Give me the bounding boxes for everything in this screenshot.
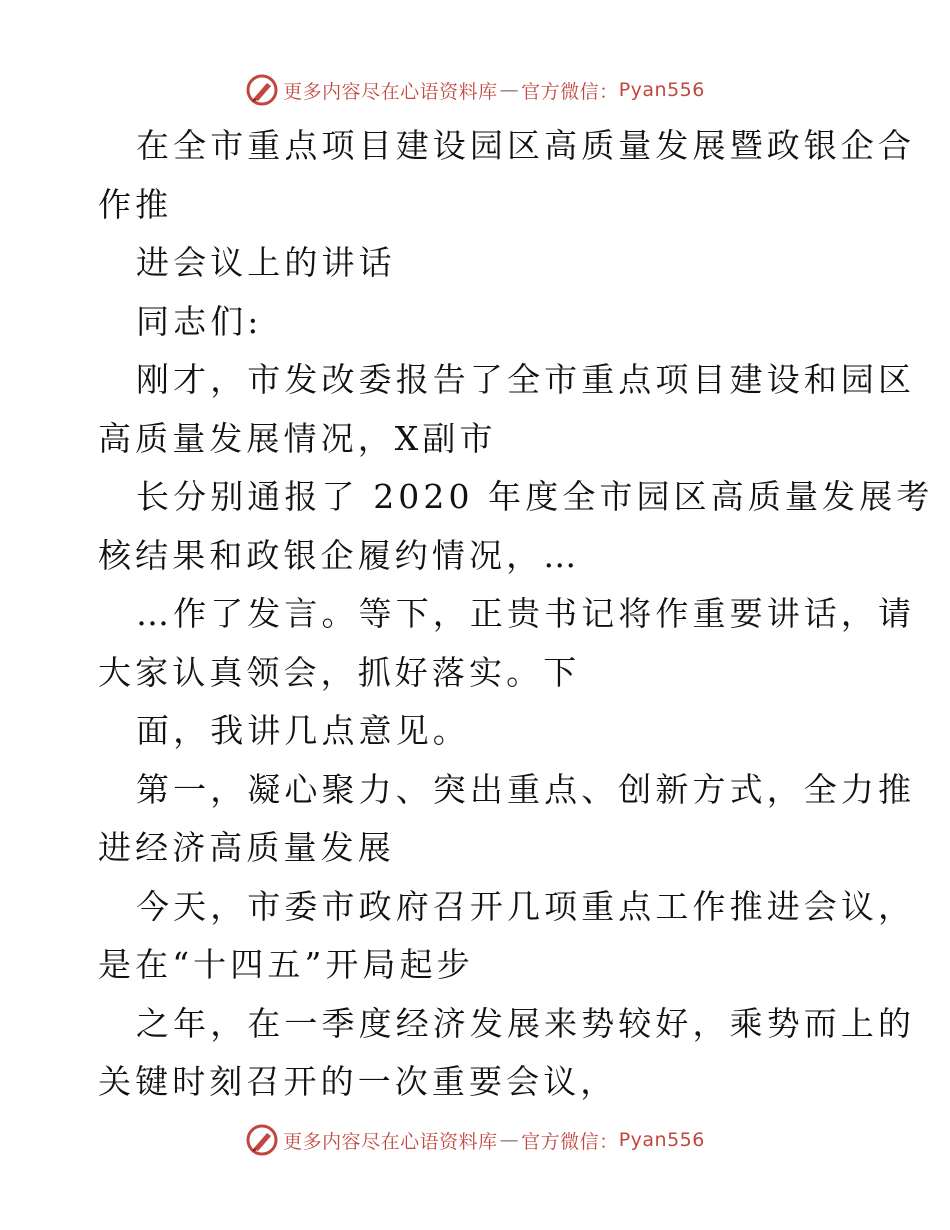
- watermark-wechat-id: Pyan556: [618, 1129, 705, 1151]
- pen-logo-icon: [245, 73, 279, 107]
- document-line: 作推: [98, 184, 173, 224]
- document-line: 进经济高质量发展: [98, 828, 395, 867]
- watermark-header: [0, 70, 950, 110]
- watermark-separator: —: [499, 1129, 520, 1151]
- document-line: 面，我讲几点意见。: [136, 711, 470, 750]
- watermark-separator: —: [499, 79, 520, 101]
- watermark-wechat-label: 官方微信：: [521, 80, 619, 103]
- document-body: [98, 117, 934, 1112]
- watermark-wechat-id: Pyan556: [618, 79, 705, 101]
- watermark-wechat-label: 官方微信：: [521, 1130, 619, 1153]
- document-line: 长分别通报了 2020 年度全市园区高质量发展考: [136, 477, 934, 516]
- document-line: 高质量发展情况，X副市: [98, 418, 497, 458]
- document-line: 大家认真领会，抓好落实。下: [98, 652, 581, 692]
- watermark-footer: [0, 1120, 950, 1160]
- document-line: 在全市重点项目建设园区高质量发展暨政银企合: [136, 126, 916, 165]
- document-line: 之年，在一季度经济发展来势较好，乘势而上的: [136, 1003, 916, 1043]
- document-line: 同志们:: [136, 301, 263, 341]
- document-line: 核结果和政银企履约情况，…: [98, 535, 581, 575]
- document-line: 刚才，市发改委报告了全市重点项目建设和园区: [136, 360, 916, 399]
- document-line: 关键时刻召开的一次重要会议，: [98, 1062, 618, 1101]
- document-line: 是在“十四五”开局起步: [98, 945, 474, 984]
- document-line: 进会议上的讲话: [136, 243, 396, 282]
- document-line: 第一，凝心聚力、突出重点、创新方式，全力推: [136, 769, 916, 809]
- document-line: 今天，市委市政府召开几项重点工作推进会议，: [136, 886, 916, 926]
- document-line: …作了发言。等下，正贵书记将作重要讲话，请: [136, 594, 916, 633]
- pen-logo-icon: [245, 1123, 279, 1157]
- watermark-text: 更多内容尽在心语资料库: [283, 80, 498, 103]
- watermark-text: 更多内容尽在心语资料库: [283, 1130, 498, 1153]
